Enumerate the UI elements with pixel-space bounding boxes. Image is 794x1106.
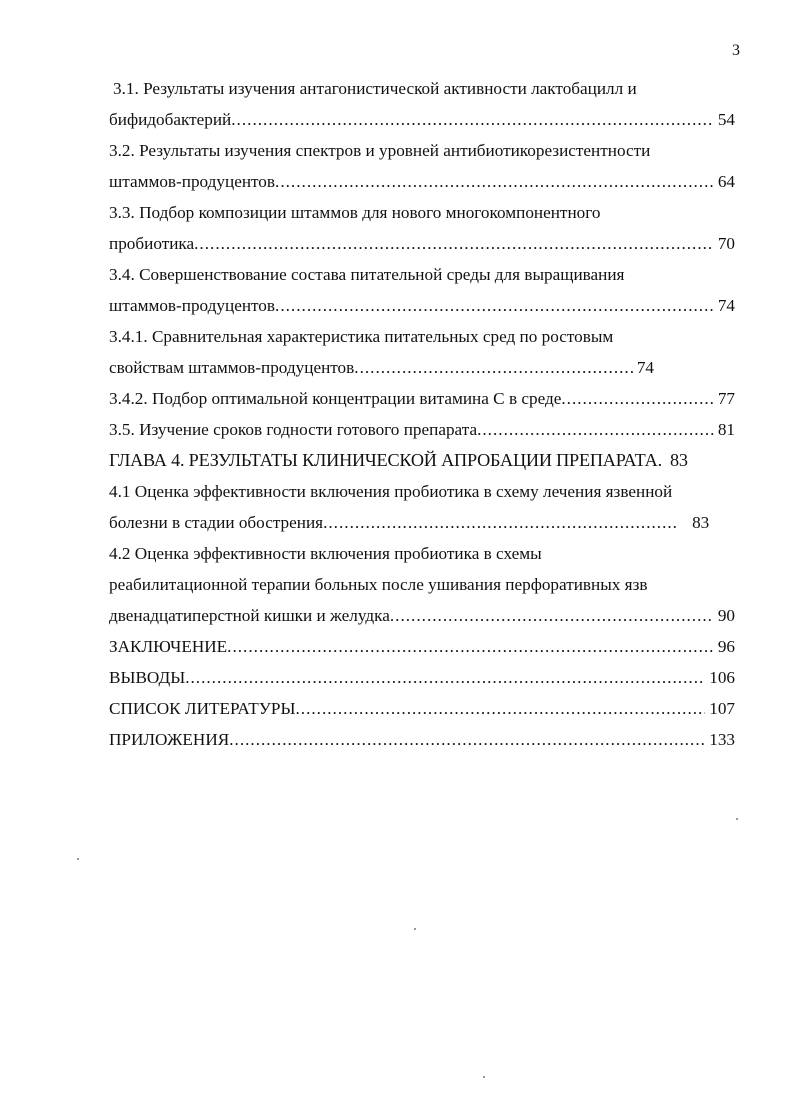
toc-entry-4-1	[109, 476, 735, 538]
toc-entry-line	[109, 352, 654, 383]
toc-entry-line	[109, 166, 735, 197]
dot-leader	[194, 228, 714, 259]
dot-leader	[275, 166, 714, 197]
toc-page-number: 107	[709, 699, 735, 718]
toc-entry-3-4-1	[109, 321, 735, 383]
toc-page-number: 90	[717, 606, 735, 625]
toc-entry-title-cont: болезни в стадии обострения	[109, 513, 324, 532]
toc-page-number: 77	[717, 389, 735, 408]
toc-entry-line	[109, 228, 735, 259]
page-number: 3	[732, 42, 740, 59]
toc-page-number: 83	[692, 513, 710, 532]
toc-entry-3-4	[109, 259, 735, 321]
toc-page-number: 74	[636, 358, 654, 377]
toc-entry-title-cont: свойствам штаммов-продуцентов	[109, 358, 355, 377]
toc-entry-title: ВЫВОДЫ	[109, 668, 186, 687]
toc-entry-title: СПИСОК ЛИТЕРАТУРЫ	[109, 699, 296, 718]
table-of-contents	[109, 73, 735, 755]
toc-entry-title: 3.4.2. Подбор оптимальной концентрации витамина С в среде	[109, 389, 562, 408]
toc-entry-title-cont: штаммов-продуцентов	[109, 296, 276, 315]
toc-entry-line	[109, 507, 735, 538]
toc-entry-findings	[109, 662, 735, 693]
toc-entry-3-3	[109, 197, 735, 259]
dot-leader	[227, 631, 714, 662]
toc-page-number: 70	[717, 234, 735, 253]
scan-speck	[77, 858, 79, 860]
toc-entry-title-cont: бифидобактерий	[109, 110, 232, 129]
toc-entry-title-cont: штаммов-продуцентов	[109, 172, 276, 191]
toc-entry-title: 4.1 Оценка эффективности включения пробиотика в схему лечения язвенной	[109, 482, 673, 501]
toc-chapter-4	[109, 445, 735, 476]
toc-entry-appendices	[109, 724, 735, 755]
dot-leader	[390, 600, 714, 631]
toc-page-number: 64	[717, 172, 735, 191]
dot-leader	[229, 724, 705, 755]
dot-leader	[275, 290, 714, 321]
toc-page-number: 106	[709, 668, 735, 687]
toc-entry-title: 3.3. Подбор композиции штаммов для нового многокомпонентного	[109, 203, 601, 222]
dot-leader	[185, 662, 705, 693]
toc-entry-line	[109, 104, 735, 135]
toc-entry-title: 3.4.1. Сравнительная характеристика питательных сред по ростовым	[109, 327, 614, 346]
dot-leader	[231, 104, 714, 135]
toc-entry-title: 3.1. Результаты изучения антагонистической активности лактобацилл и	[113, 79, 637, 98]
toc-entry-title: 3.5. Изучение сроков годности готового препарата	[109, 420, 478, 439]
toc-entry-title: ЗАКЛЮЧЕНИЕ	[109, 637, 228, 656]
scan-speck	[736, 818, 738, 820]
toc-entry-title: 3.4. Совершенствование состава питательной среды для выращивания	[109, 265, 625, 284]
toc-entry-title: 3.2. Результаты изучения спектров и уровней антибиотикорезистентности	[109, 141, 651, 160]
toc-entry-conclusion	[109, 631, 735, 662]
toc-page-number: 74	[717, 296, 735, 315]
scan-speck	[414, 928, 416, 930]
scan-speck	[483, 1076, 485, 1078]
dot-leader	[477, 414, 714, 445]
toc-page-number: 54	[717, 110, 735, 129]
toc-entry-references	[109, 693, 735, 724]
dot-leader	[323, 507, 678, 538]
dot-leader	[561, 383, 713, 414]
toc-entry-3-4-2	[109, 383, 735, 414]
toc-entry-4-2	[109, 538, 735, 631]
toc-page-number: 133	[709, 730, 735, 749]
toc-entry-title: ПРИЛОЖЕНИЯ	[109, 730, 230, 749]
toc-page-number: 83	[669, 450, 688, 470]
dot-leader	[354, 352, 633, 383]
toc-page-number: 81	[717, 420, 735, 439]
toc-page-number: 96	[717, 637, 735, 656]
toc-entry-line	[109, 600, 735, 631]
toc-entry-3-2	[109, 135, 735, 197]
toc-entry-title-cont: реабилитационной терапии больных после ушивания перфоративных язв	[109, 575, 648, 594]
toc-entry-title-cont: пробиотика	[109, 234, 195, 253]
dot-leader	[295, 693, 705, 724]
toc-entry-line	[109, 290, 735, 321]
toc-entry-3-1	[109, 73, 735, 135]
toc-entry-title: 4.2 Оценка эффективности включения пробиотика в схемы	[109, 544, 542, 563]
toc-entry-title-cont: двенадцатиперстной кишки и желудка	[109, 606, 390, 625]
toc-entry-3-5	[109, 414, 735, 445]
chapter-title: ГЛАВА 4. РЕЗУЛЬТАТЫ КЛИНИЧЕСКОЙ АПРОБАЦИИ ПРЕПАРАТА.	[109, 450, 662, 470]
